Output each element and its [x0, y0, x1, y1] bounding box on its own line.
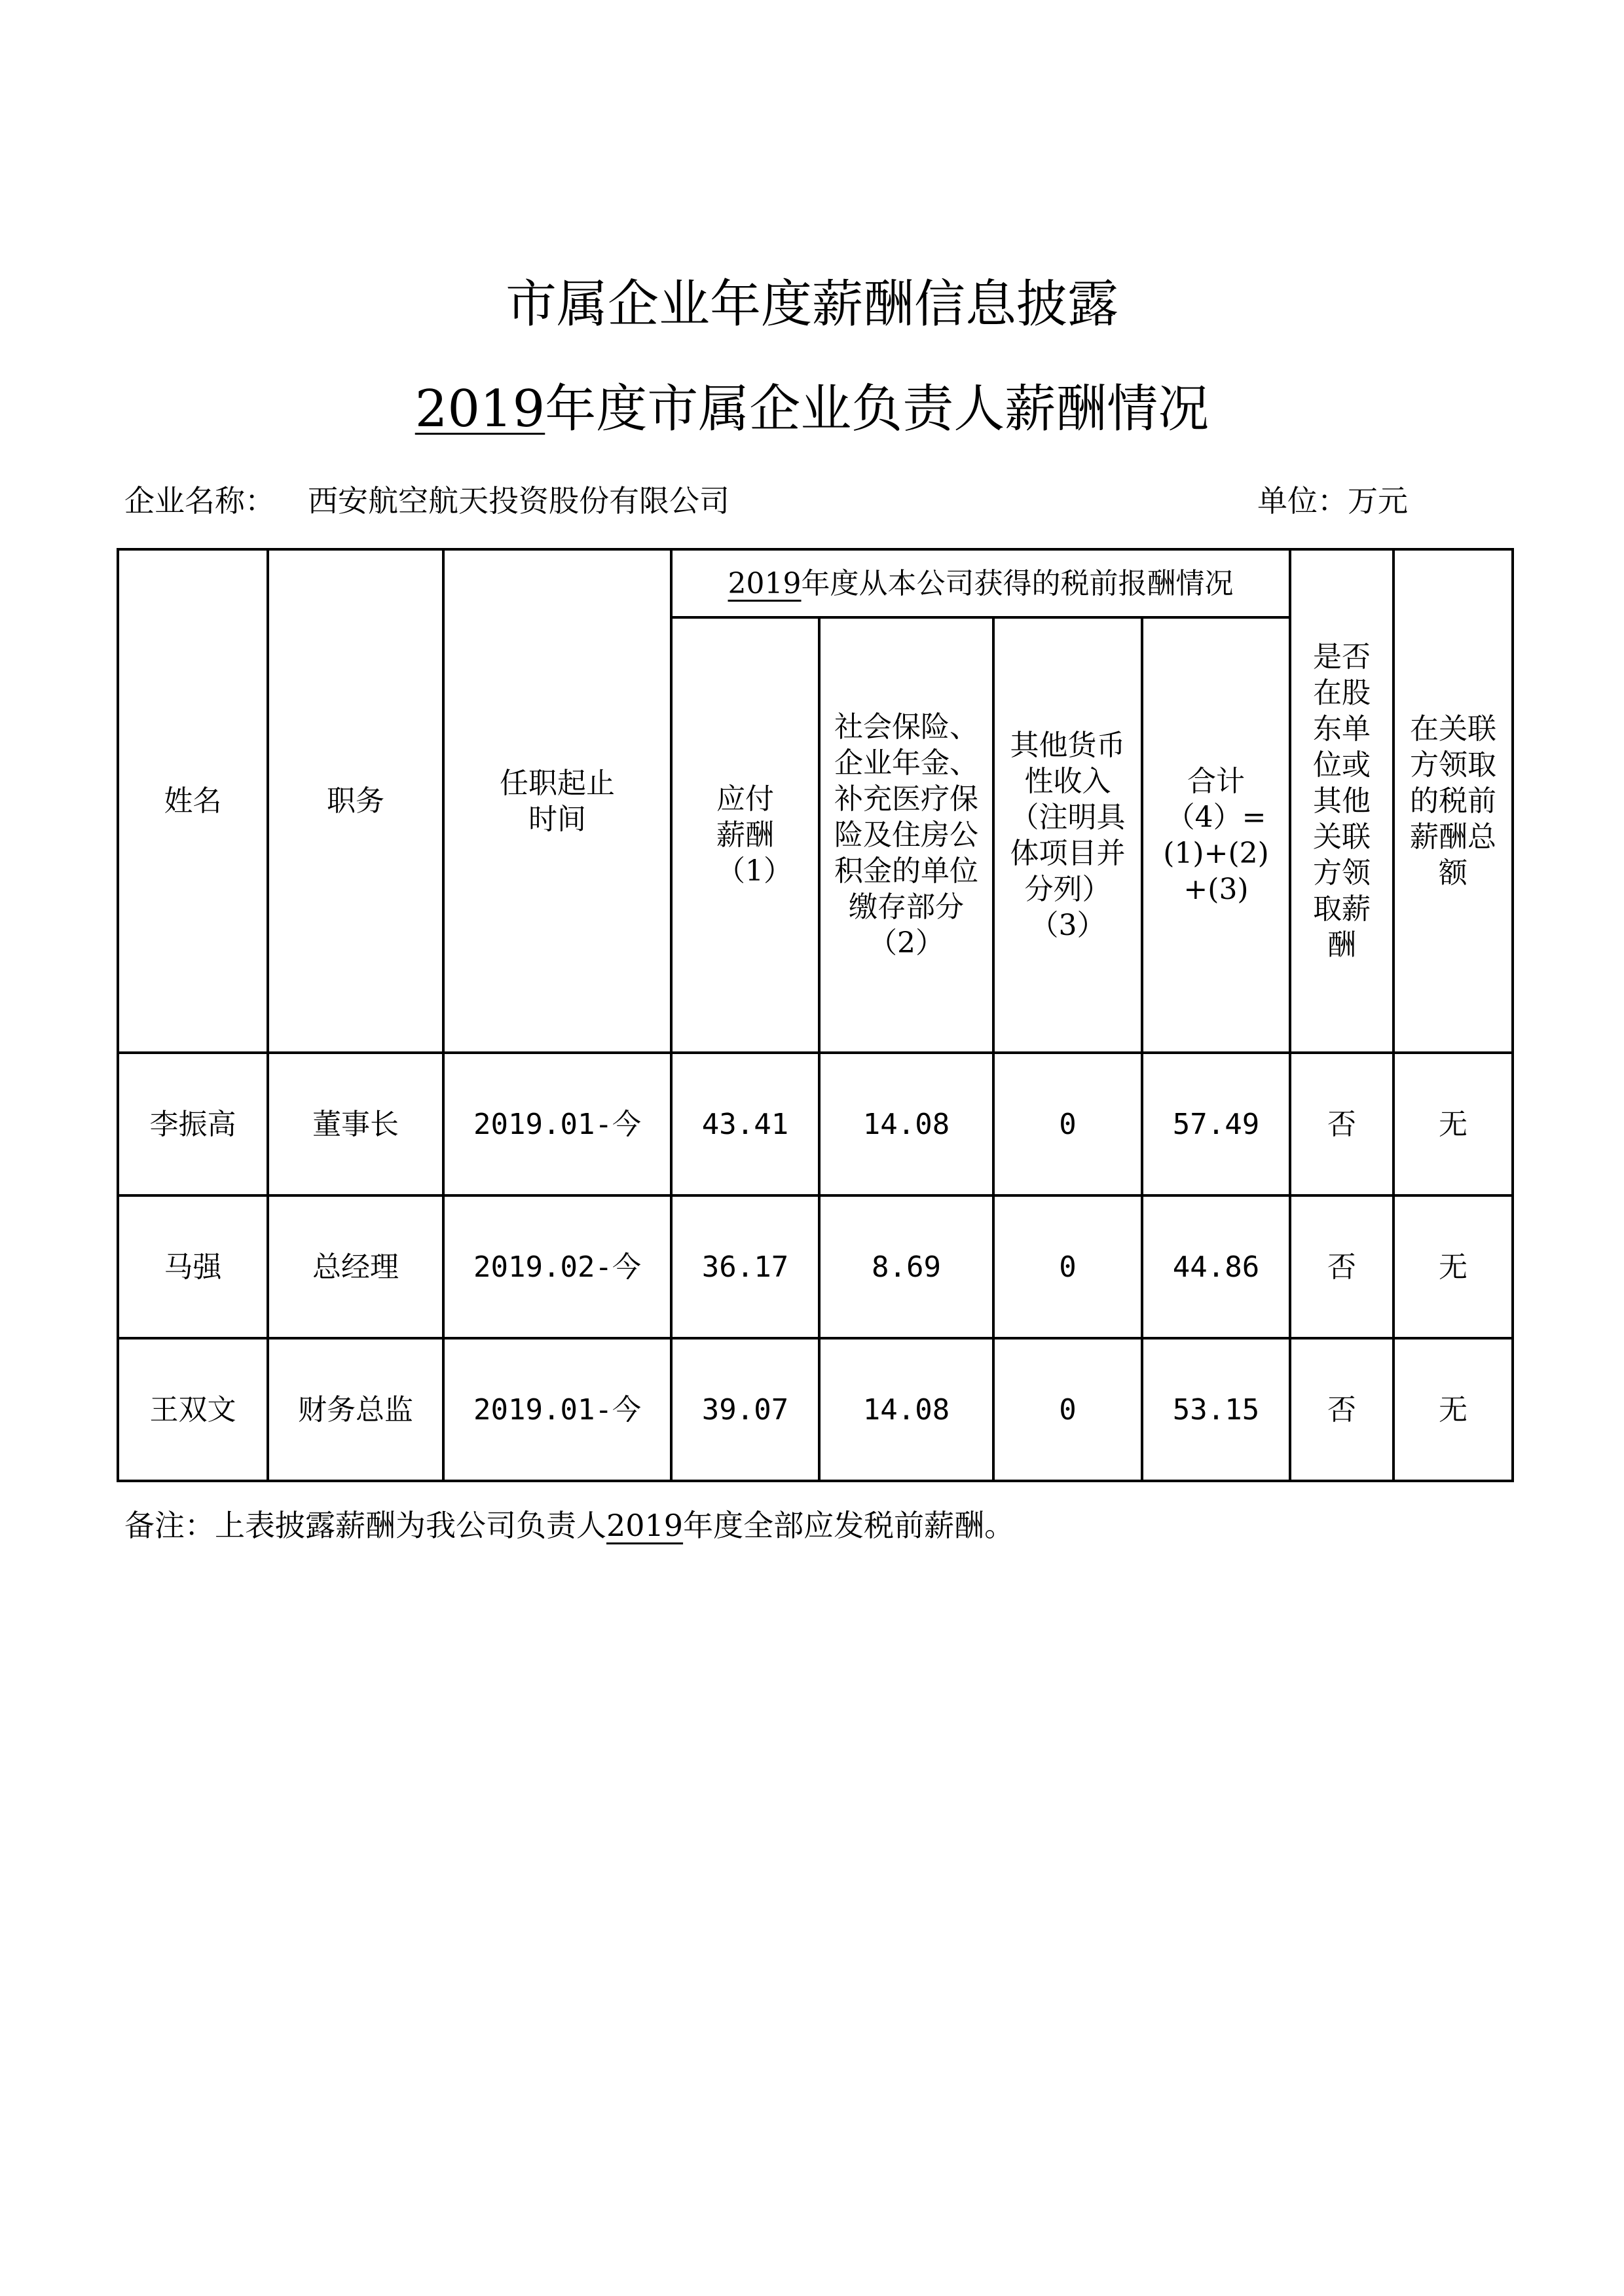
table-row: [118, 1053, 1513, 1195]
subtitle-text: 年度市属企业负责人薪酬情况: [545, 380, 1209, 439]
cell-related: 否: [1290, 1338, 1393, 1481]
footnote-suffix: 年度全部应发税前薪酬。: [683, 1508, 1015, 1543]
cell-related-pay: 无: [1393, 1195, 1513, 1338]
subtitle-year: 2019: [415, 380, 545, 439]
cell-related: 否: [1290, 1195, 1393, 1338]
cell-social: 14.08: [819, 1338, 993, 1481]
cell-tenure: 2019.02-今: [443, 1195, 671, 1338]
header-total: 合计（4）=(1)+(2)+(3): [1142, 617, 1290, 1053]
cell-payable: 36.17: [671, 1195, 819, 1338]
header-related: 是否在股东单位或其他关联方领取薪酬: [1290, 549, 1393, 1053]
company-name: 西安航空航天投资股份有限公司: [308, 483, 729, 519]
cell-social: 14.08: [819, 1053, 993, 1195]
cell-total: 44.86: [1142, 1195, 1290, 1338]
cell-related: 否: [1290, 1053, 1393, 1195]
cell-position: 董事长: [268, 1053, 443, 1195]
cell-total: 53.15: [1142, 1338, 1290, 1481]
header-row-1: [118, 549, 1513, 617]
cell-other: 0: [993, 1195, 1142, 1338]
cell-tenure: 2019.01-今: [443, 1338, 671, 1481]
page-subtitle: [0, 373, 1624, 445]
salary-table: [117, 548, 1514, 1482]
header-tenure: 任职起止时间: [443, 549, 671, 1053]
cell-other: 0: [993, 1338, 1142, 1481]
table-row: [118, 1338, 1513, 1481]
table-row: [118, 1195, 1513, 1338]
cell-name: 王双文: [118, 1338, 268, 1481]
cell-total: 57.49: [1142, 1053, 1290, 1195]
cell-tenure: 2019.01-今: [443, 1053, 671, 1195]
cell-payable: 39.07: [671, 1338, 819, 1481]
cell-related-pay: 无: [1393, 1338, 1513, 1481]
cell-name: 李振高: [118, 1053, 268, 1195]
cell-name: 马强: [118, 1195, 268, 1338]
cell-position: 财务总监: [268, 1338, 443, 1481]
cell-payable: 43.41: [671, 1053, 819, 1195]
cell-social: 8.69: [819, 1195, 993, 1338]
page-title: 市属企业年度薪酬信息披露: [505, 275, 1118, 334]
header-group-year: 2019: [728, 566, 802, 600]
header-name: 姓名: [118, 549, 268, 1053]
header-payable: 应付薪酬（1）: [671, 617, 819, 1053]
header-other: 其他货币性收入（注明具体项目并分列）（3）: [993, 617, 1142, 1053]
company-line: [124, 481, 729, 520]
footnote: [124, 1506, 1014, 1545]
header-related-pay: 在关联方领取的税前薪酬总额: [1393, 549, 1513, 1053]
footnote-prefix: 备注：上表披露薪酬为我公司负责人: [124, 1508, 606, 1543]
footnote-year: 2019: [606, 1508, 684, 1543]
cell-position: 总经理: [268, 1195, 443, 1338]
header-position: 职务: [268, 549, 443, 1053]
cell-other: 0: [993, 1053, 1142, 1195]
company-label: 企业名称：: [124, 483, 275, 519]
unit-label: 单位：万元: [1257, 483, 1408, 519]
header-group-text: 年度从本公司获得的税前报酬情况: [801, 566, 1234, 600]
header-group-pretax: [671, 549, 1290, 617]
cell-related-pay: 无: [1393, 1053, 1513, 1195]
header-social: 社会保险、企业年金、补充医疗保险及住房公积金的单位缴存部分（2）: [819, 617, 993, 1053]
